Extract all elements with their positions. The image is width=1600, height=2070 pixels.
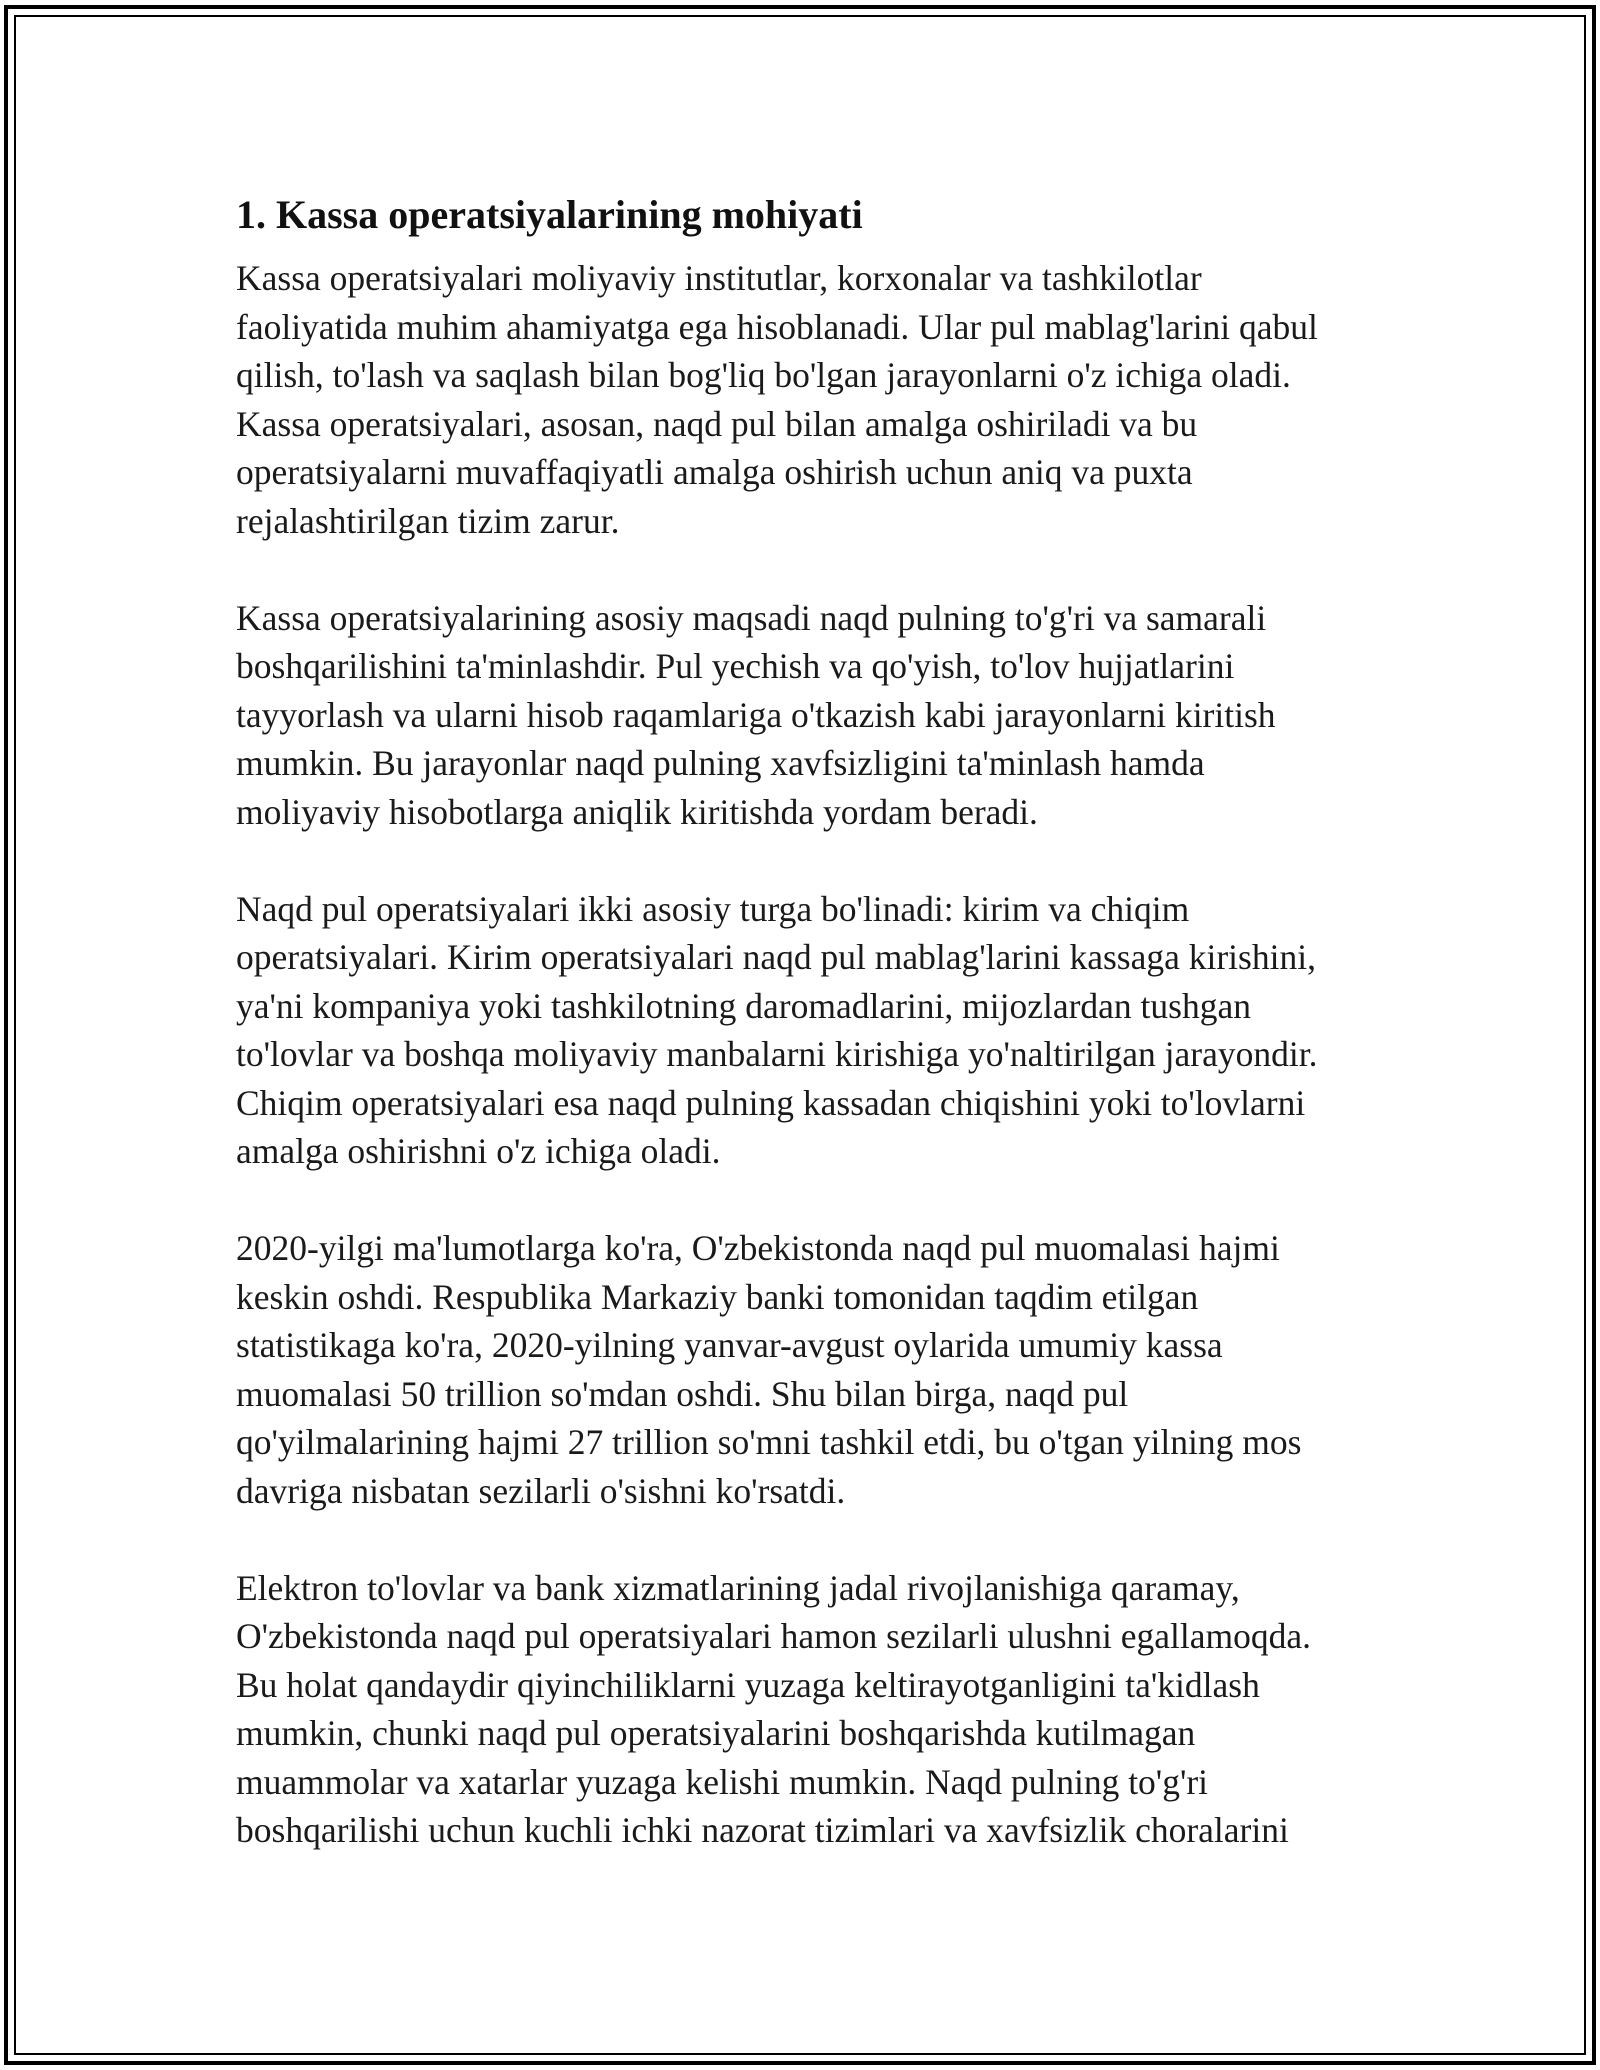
paragraph-2 <box>236 594 1386 837</box>
paragraph-4 <box>236 1224 1386 1515</box>
text-line: statistikaga ko'ra, 2020-yilning yanvar-avgust oylarida umumiy kassa <box>236 1325 1223 1365</box>
text-line: moliyaviy hisobotlarga aniqlik kiritishda yordam beradi. <box>236 791 1038 832</box>
paragraph-3 <box>236 885 1386 1176</box>
text-line: Kassa operatsiyalarining asosiy maqsadi naqd pulning to'g'ri va samarali <box>236 597 1267 638</box>
text-line: O'zbekistonda naqd pul operatsiyalari hamon sezilarli ulushni egallamoqda. <box>236 1616 1312 1656</box>
text-line: tayyorlash va ularni hisob raqamlariga o'tkazish kabi jarayonlarni kiritish <box>236 694 1276 735</box>
text-line: davriga nisbatan sezilarli o'sishni ko'rsatdi. <box>236 1470 846 1511</box>
text-line: muammolar va xatarlar yuzaga kelishi mumkin. Naqd pulning to'g'ri <box>236 1761 1209 1802</box>
text-line: qilish, to'lash va saqlash bilan bog'liq bo'lgan jarayonlarni o'z ichiga oladi. <box>236 355 1291 395</box>
text-line: mumkin, chunki naqd pul operatsiyalarini boshqarishda kutilmagan <box>236 1713 1196 1753</box>
text-line: Naqd pul operatsiyalari ikki asosiy turga bo'linadi: kirim va chiqim <box>236 888 1190 929</box>
text-line: keskin oshdi. Respublika Markaziy banki tomonidan taqdim etilgan <box>236 1276 1199 1317</box>
text-line: faoliyatida muhim ahamiyatga ega hisoblanadi. Ular pul mablag'larini qabul <box>236 306 1318 347</box>
text-line: Kassa operatsiyalari, asosan, naqd pul bilan amalga oshiriladi va bu <box>236 403 1198 444</box>
document-body <box>236 186 1386 1855</box>
text-line: amalga oshirishni o'z ichiga oladi. <box>236 1131 721 1171</box>
text-line: rejalashtirilgan tizim zarur. <box>236 500 620 541</box>
text-line: Chiqim operatsiyalari esa naqd pulning kassadan chiqishini yoki to'lovlarni <box>236 1082 1306 1123</box>
text-line: Bu holat qandaydir qiyinchiliklarni yuzaga keltirayotganligini ta'kidlash <box>236 1664 1260 1705</box>
text-line: to'lovlar va boshqa moliyaviy manbalarni kirishiga yo'naltirilgan jarayondir. <box>236 1034 1318 1074</box>
text-line: operatsiyalari. Kirim operatsiyalari naqd pul mablag'larini kassaga kirishini, <box>236 937 1316 977</box>
text-line: operatsiyalarni muvaffaqiyatli amalga oshirish uchun aniq va puxta <box>236 452 1193 492</box>
paragraph-1 <box>236 254 1386 545</box>
text-line: mumkin. Bu jarayonlar naqd pulning xavfsizligini ta'minlash hamda <box>236 743 1205 783</box>
text-line: Elektron to'lovlar va bank xizmatlarining jadal rivojlanishiga qaramay, <box>236 1567 1240 1608</box>
text-line: boshqarilishini ta'minlashdir. Pul yechish va qo'yish, to'lov hujjatlarini <box>236 646 1235 686</box>
text-line: muomalasi 50 trillion so'mdan oshdi. Shu bilan birga, naqd pul <box>236 1373 1129 1414</box>
text-line: ya'ni kompaniya yoki tashkilotning daromadlarini, mijozlardan tushgan <box>236 985 1251 1026</box>
text-line: 2020-yilgi ma'lumotlarga ko'ra, O'zbekistonda naqd pul muomalasi hajmi <box>236 1228 1280 1268</box>
section-heading: 1. Kassa operatsiyalarining mohiyati <box>236 192 863 237</box>
text-line: boshqarilishi uchun kuchli ichki nazorat tizimlari va xavfsizlik choralarini <box>236 1810 1289 1850</box>
paragraph-5 <box>236 1564 1386 1855</box>
text-line: Kassa operatsiyalari moliyaviy institutlar, korxonalar va tashkilotlar <box>236 258 1202 298</box>
text-line: qo'yilmalarining hajmi 27 trillion so'mni tashkil etdi, bu o'tgan yilning mos <box>236 1422 1302 1462</box>
